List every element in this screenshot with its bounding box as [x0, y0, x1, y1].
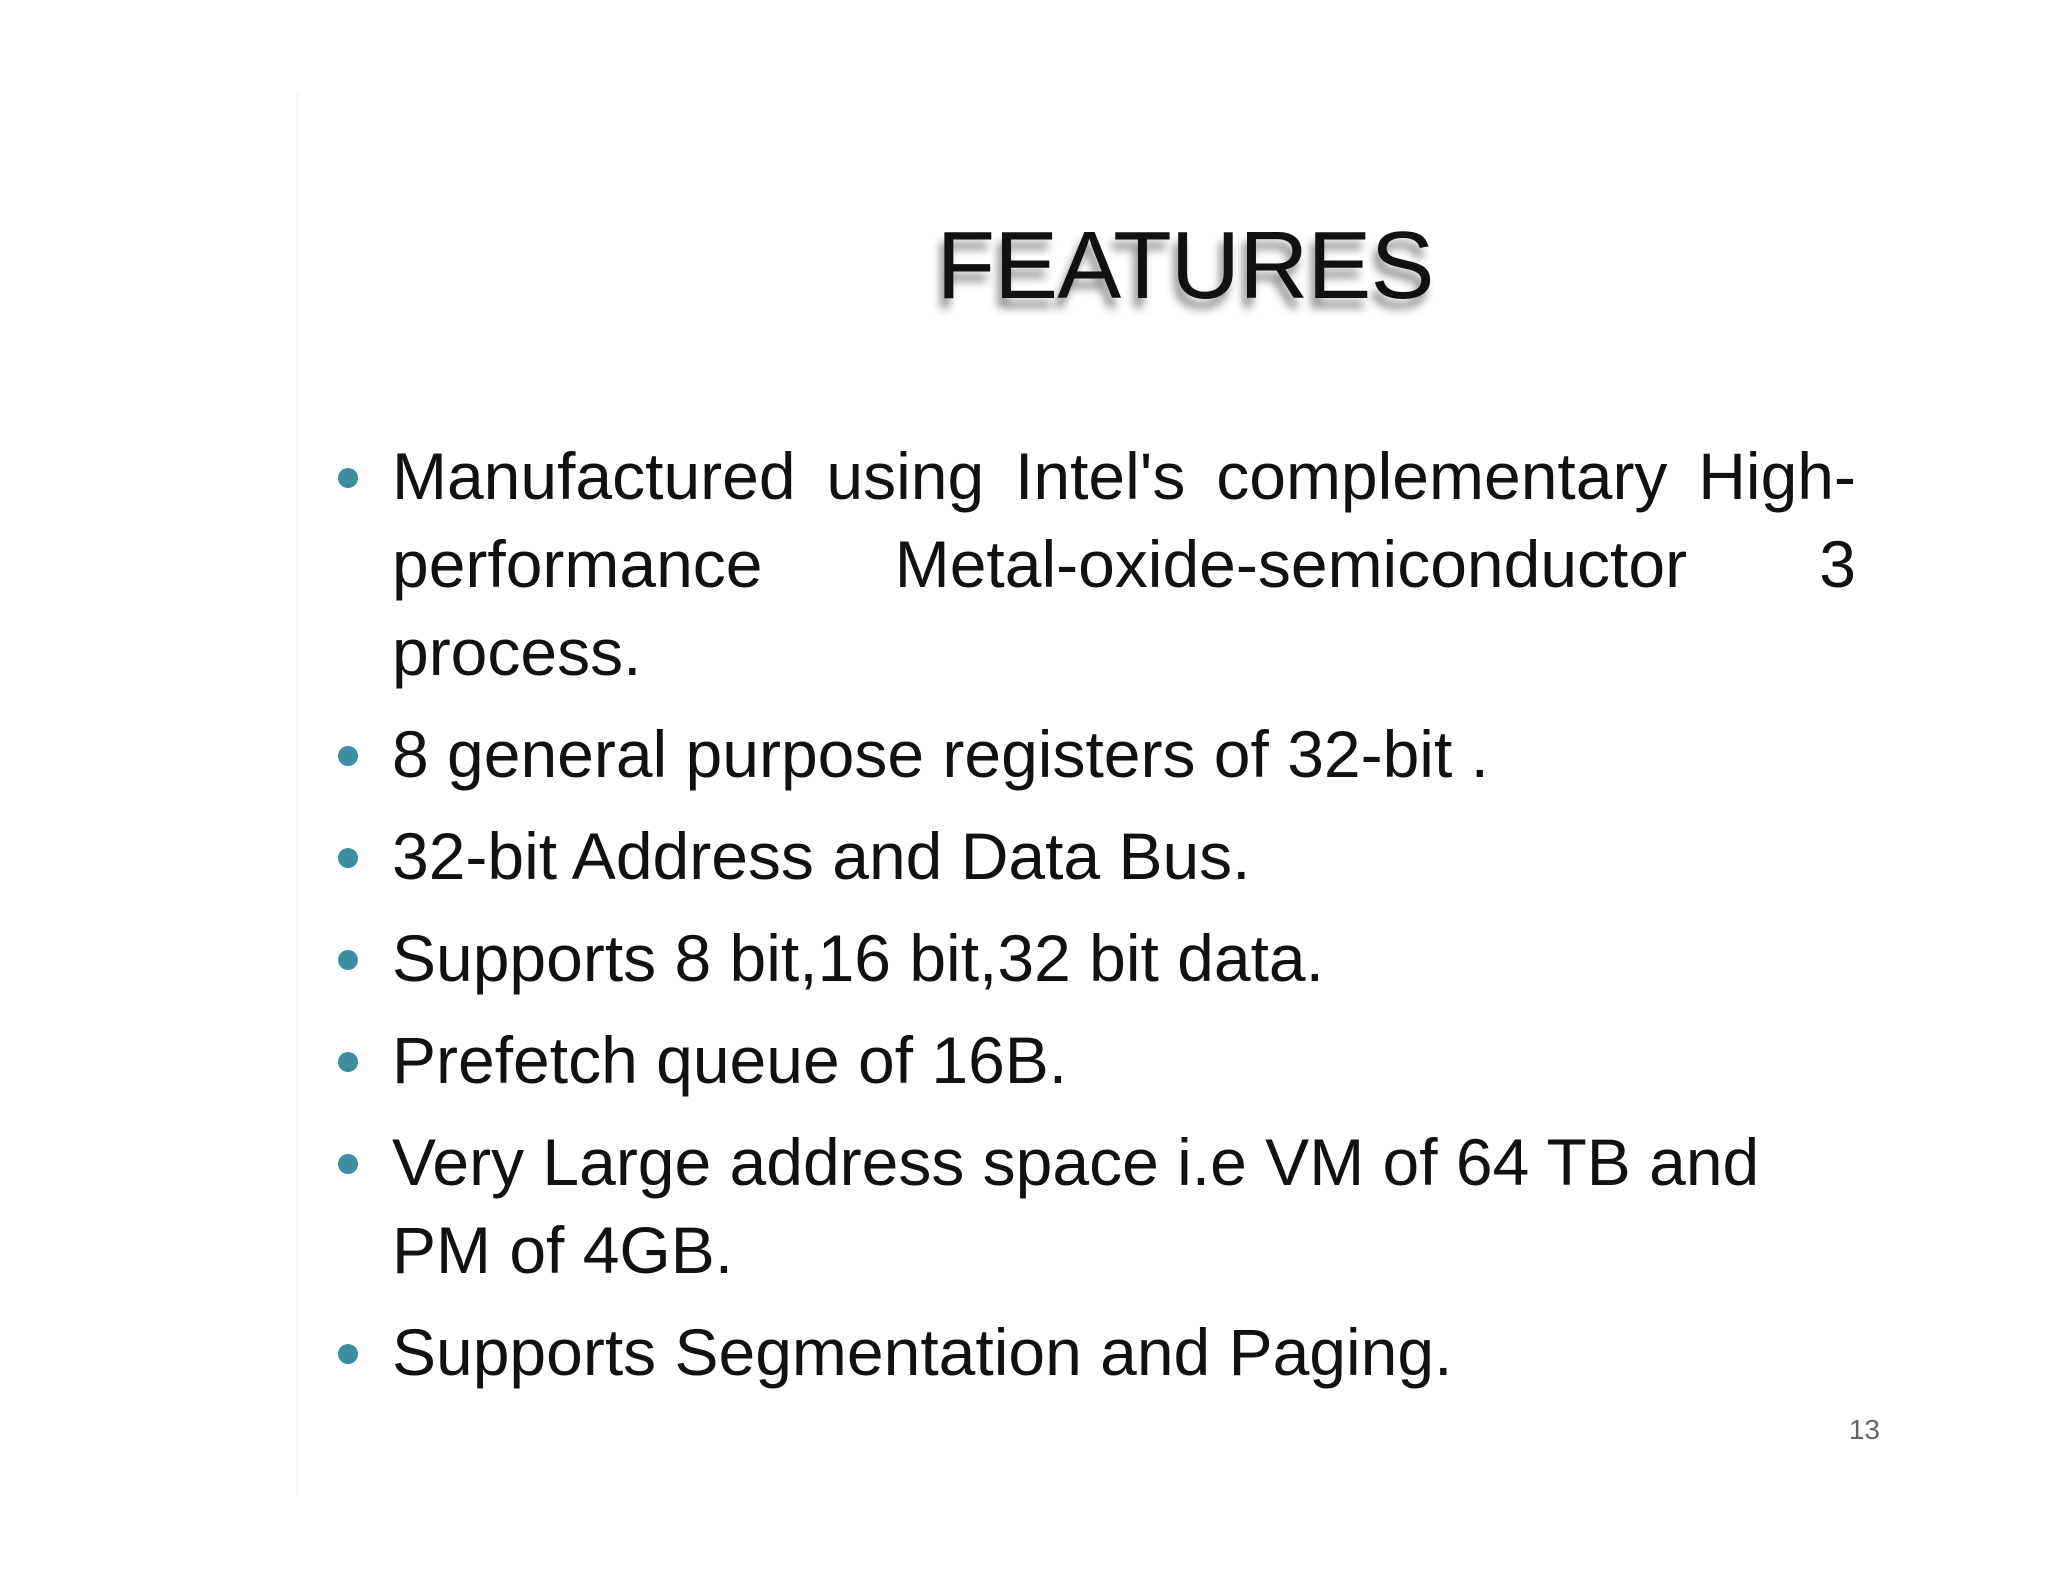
bullet-icon	[338, 746, 358, 766]
page-number: 13	[1848, 1414, 1880, 1445]
list-item	[338, 710, 1856, 798]
list-item-text: 8 general purpose registers of 32-bit .	[392, 717, 1489, 791]
bullet-icon	[338, 950, 358, 970]
list-item	[338, 914, 1856, 1002]
list-item-text: Very Large address space i.e VM of 64 TB and PM of 4GB.	[392, 1125, 1760, 1287]
list-item	[338, 812, 1856, 900]
list-item	[338, 1308, 1856, 1396]
bullet-icon	[338, 1154, 358, 1174]
bullet-icon	[338, 848, 358, 868]
feature-list	[338, 432, 1856, 1410]
bullet-icon	[338, 1052, 358, 1072]
bullet-icon	[338, 468, 358, 488]
slide-title: FEATURES	[936, 212, 1434, 319]
list-item-text: Supports Segmentation and Paging.	[392, 1315, 1453, 1389]
list-item-text: Prefetch queue of 16B.	[392, 1023, 1068, 1097]
bullet-icon	[338, 1344, 358, 1364]
list-item	[338, 1016, 1856, 1104]
list-item-text: 32-bit Address and Data Bus.	[392, 819, 1251, 893]
list-item-text: Manufactured using Intel's complementary High-performance Metal-oxide-semiconductor 3 process.	[392, 439, 1856, 689]
list-item-text: Supports 8 bit,16 bit,32 bit data.	[392, 921, 1324, 995]
list-item	[338, 432, 1856, 696]
list-item	[338, 1118, 1856, 1294]
slide-left-edge	[296, 92, 302, 1496]
